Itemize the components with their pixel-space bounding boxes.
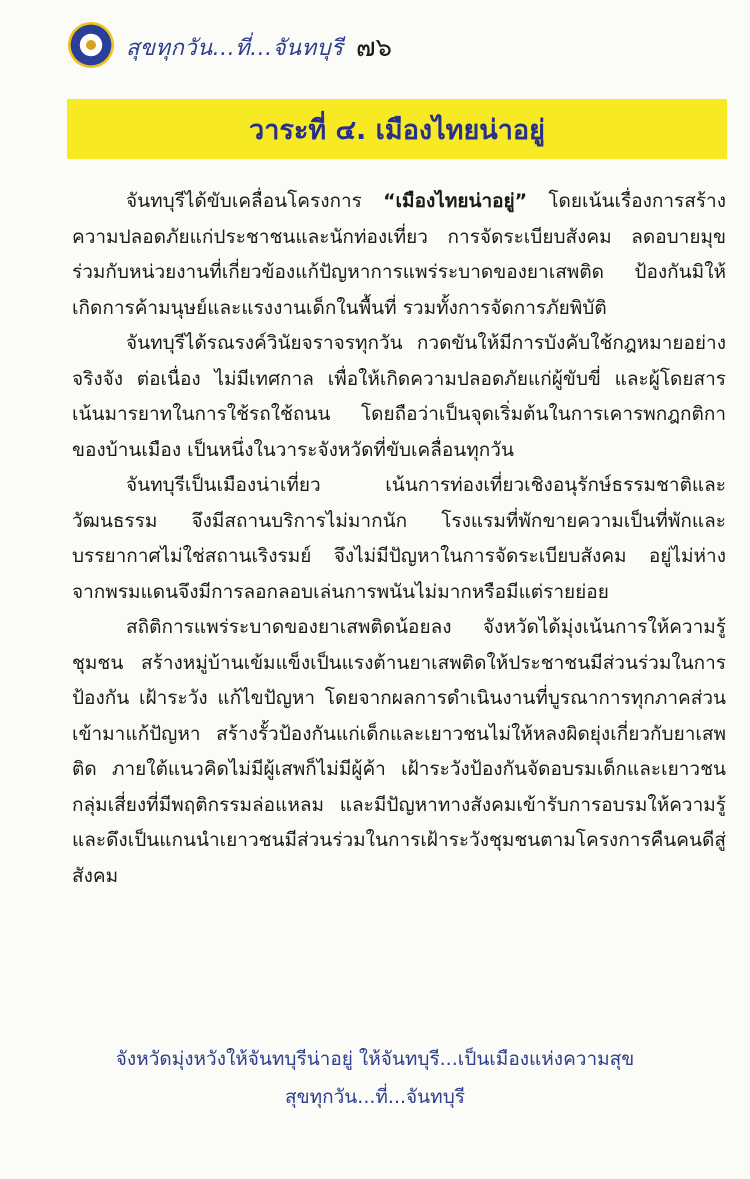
closing-slogan <box>0 1040 750 1116</box>
section-banner <box>67 99 727 159</box>
paragraph-1 <box>72 184 726 326</box>
page-number: ๗๖ <box>356 33 393 63</box>
project-name-emphasis: “เมืองไทยน่าอยู่” <box>383 190 528 212</box>
header-title: สุขทุกวัน...ที่...จันทบุรี <box>126 36 344 61</box>
section-title: วาระที่ ๔. เมืองไทยน่าอยู่ <box>249 114 545 146</box>
paragraph-1-lead: จันทบุรีได้ขับเคลื่อนโครงการ <box>126 190 384 212</box>
paragraph-3: จันทบุรีเป็นเมืองน่าเที่ยว เน้นการท่องเที่ยวเชิงอนุรักษ์ธรรมชาติและวัฒนธรรม จึงมีสถานบริการไม่มากนัก โรงแรมที่พักขายความเป็นที่พักและบรรยากาศไม่ใช่สถานเริงรมย์ จึงไม่มีปัญหาในการจัดระเบียบสังคม อยู่ไม่ห่างจากพรมแดนจึงมีการลอกลอบเล่นการพนันไม่มากหรือมีแต่รายย่อย <box>72 474 726 603</box>
slogan-line-2: สุขทุกวัน...ที่...จันทบุรี <box>285 1086 465 1108</box>
page-header <box>0 0 750 92</box>
paragraph-4: สถิติการแพร่ระบาดของยาเสพติดน้อยลง จังหวัดได้มุ่งเน้นการให้ความรู้ชุมชน สร้างหมู่บ้านเข้มแข็งเป็นแรงต้านยาเสพติดให้ประชาชนมีส่วนร่วมในการป้องกัน เฝ้าระวัง แก้ไขปัญหา โดยจากผลการดำเนินงานที่บูรณาการทุกภาคส่วนเข้ามาแก้ปัญหา สร้างรั้วป้องกันแก่เด็กและเยาวชนไม่ให้หลงผิดยุ่งเกี่ยวกับยาเสพติด ภายใต้แนวคิดไม่มีผู้เสพก็ไม่มีผู้ค้า เฝ้าระวังป้องกันจัดอบรมเด็กและเยาวชนกลุ่มเสี่ยงที่มีพฤติกรรมล่อแหลม และมีปัญหาทางสังคมเข้ารับการอบรมให้ความรู้และดึงเป็นแกนนำเยาวชนมีส่วนร่วมในการเฝ้าระวังชุมชนตามโครงการคืนคนดีสู่สังคม <box>72 616 726 887</box>
seal-center-icon <box>86 40 96 50</box>
paragraph-1-rest: โดยเน้นเรื่องการสร้างความปลอดภัยแก่ประชาชนและนักท่องเที่ยว การจัดระเบียบสังคม ลดอบายมุข ร่วมกับหน่วยงานที่เกี่ยวข้องแก้ปัญหาการแพร่ระบาดของยาเสพติด ป้องกันมิให้เกิดการค้ามนุษย์และแรงงานเด็กในพื้นที่ รวมทั้งการจัดการภัยพิบัติ <box>72 190 727 319</box>
body-text <box>72 184 726 894</box>
paragraph-2: จันทบุรีได้รณรงค์วินัยจราจรทุกวัน กวดขันให้มีการบังคับใช้กฎหมายอย่างจริงจัง ต่อเนื่อง ไม่มีเทศกาล เพื่อให้เกิดความปลอดภัยแก่ผู้ขับขี่ และผู้โดยสาร เน้นมารยาทในการใช้รถใช้ถนน โดยถือว่าเป็นจุดเริ่มต้นในการเคารพกฎกติกาของบ้านเมือง เป็นหนึ่งในวาระจังหวัดที่ขับเคลื่อนทุกวัน <box>72 332 726 461</box>
slogan-line-1: จังหวัดมุ่งหวังให้จันทบุรีน่าอยู่ ให้จันทบุรี...เป็นเมืองแห่งความสุข <box>115 1048 635 1070</box>
